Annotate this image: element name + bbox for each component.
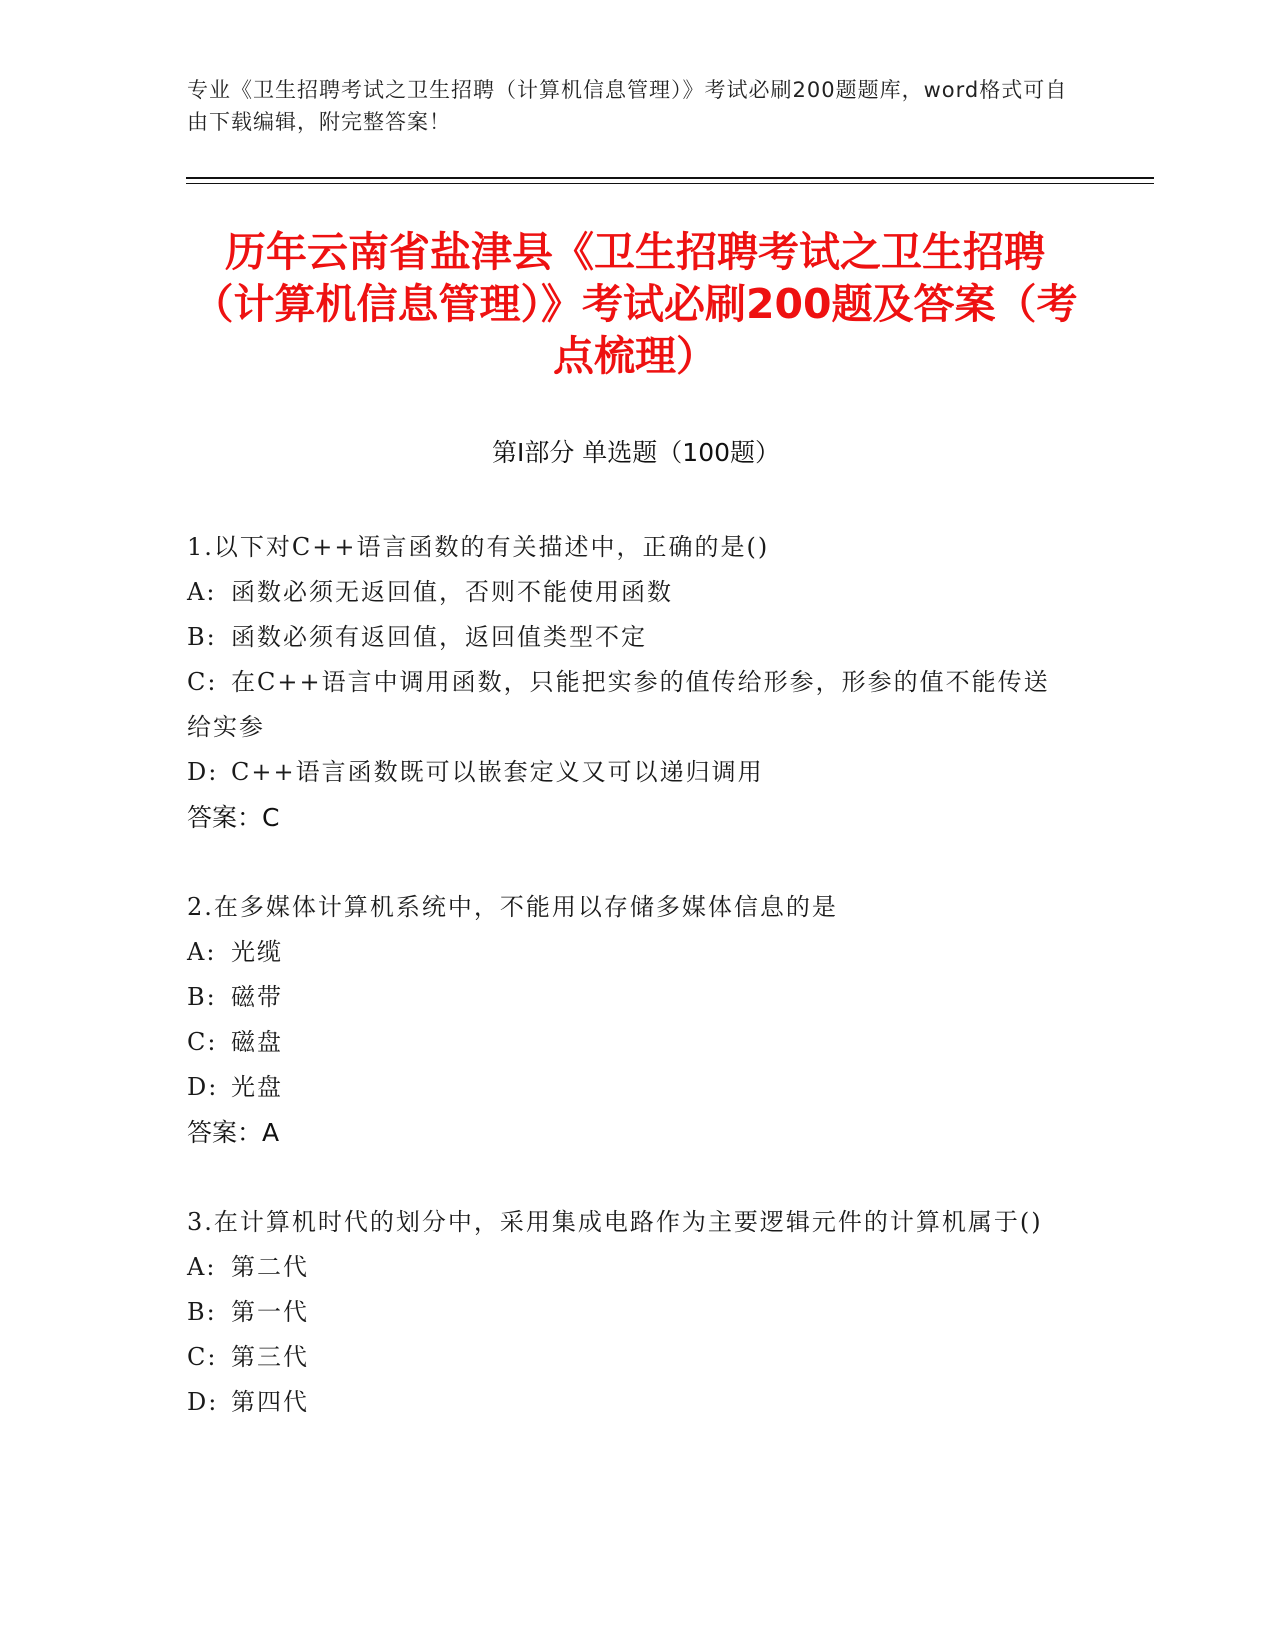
option-b <box>187 975 1067 1020</box>
question-list <box>187 525 1067 1469</box>
header-note: 专业《卫生招聘考试之卫生招聘（计算机信息管理）》考试必刷200题题库，word格式可自由下载编辑，附完整答案！ <box>187 78 1068 134</box>
option-c <box>187 660 1067 750</box>
option-key: B: <box>187 983 217 1011</box>
option-key: A: <box>187 578 217 606</box>
option-key: A: <box>187 1253 217 1281</box>
answer-value: C <box>262 803 280 832</box>
option-key: A: <box>187 938 217 966</box>
option-c <box>187 1020 1067 1065</box>
option-a <box>187 1245 1067 1290</box>
option-text: 函数必须无返回值，否则不能使用函数 <box>231 578 673 606</box>
option-a <box>187 570 1067 615</box>
document-title: 历年云南省盐津县《卫生招聘考试之卫生招聘（计算机信息管理）》考试必刷200题及答案（考点梳理） <box>192 228 1078 380</box>
option-d <box>187 750 1067 795</box>
option-text: 第二代 <box>231 1253 309 1281</box>
option-text: 光盘 <box>231 1073 283 1101</box>
option-text: 第三代 <box>231 1343 309 1371</box>
option-text: 在C++语言中调用函数，只能把实参的值传给形参，形参的值不能传送给实参 <box>187 668 1050 741</box>
answer-value: A <box>262 1118 280 1147</box>
option-key: D: <box>187 758 219 786</box>
question-3 <box>187 1200 1067 1425</box>
option-text: 光缆 <box>231 938 283 966</box>
option-text: 第四代 <box>231 1388 309 1416</box>
option-c <box>187 1335 1067 1380</box>
section-title: 第Ⅰ部分 单选题（100题） <box>491 438 781 467</box>
option-key: B: <box>187 1298 217 1326</box>
option-text: 磁带 <box>231 983 283 1011</box>
option-b <box>187 615 1067 660</box>
question-2 <box>187 885 1067 1156</box>
option-key: C: <box>187 1343 218 1371</box>
answer-label: 答案： <box>187 803 263 832</box>
option-d <box>187 1065 1067 1110</box>
answer-line <box>187 795 1067 841</box>
option-text: 磁盘 <box>231 1028 283 1056</box>
option-key: D: <box>187 1388 219 1416</box>
question-stem: 3.在计算机时代的划分中，采用集成电路作为主要逻辑元件的计算机属于() <box>187 1208 1043 1236</box>
question-stem: 2.在多媒体计算机系统中，不能用以存储多媒体信息的是 <box>187 893 838 921</box>
option-key: C: <box>187 1028 218 1056</box>
option-text: 第一代 <box>231 1298 309 1326</box>
option-key: D: <box>187 1073 219 1101</box>
option-key: B: <box>187 623 217 651</box>
question-1 <box>187 525 1067 841</box>
option-b <box>187 1290 1067 1335</box>
answer-line <box>187 1110 1067 1156</box>
question-stem: 1.以下对C++语言函数的有关描述中，正确的是() <box>187 533 770 561</box>
option-d <box>187 1380 1067 1425</box>
option-a <box>187 930 1067 975</box>
header-rule-thin <box>186 183 1154 184</box>
option-text: C++语言函数既可以嵌套定义又可以递归调用 <box>231 758 764 786</box>
answer-label: 答案： <box>187 1118 263 1147</box>
option-text: 函数必须有返回值，返回值类型不定 <box>231 623 647 651</box>
header-rule-thick <box>186 177 1154 179</box>
option-key: C: <box>187 668 218 696</box>
